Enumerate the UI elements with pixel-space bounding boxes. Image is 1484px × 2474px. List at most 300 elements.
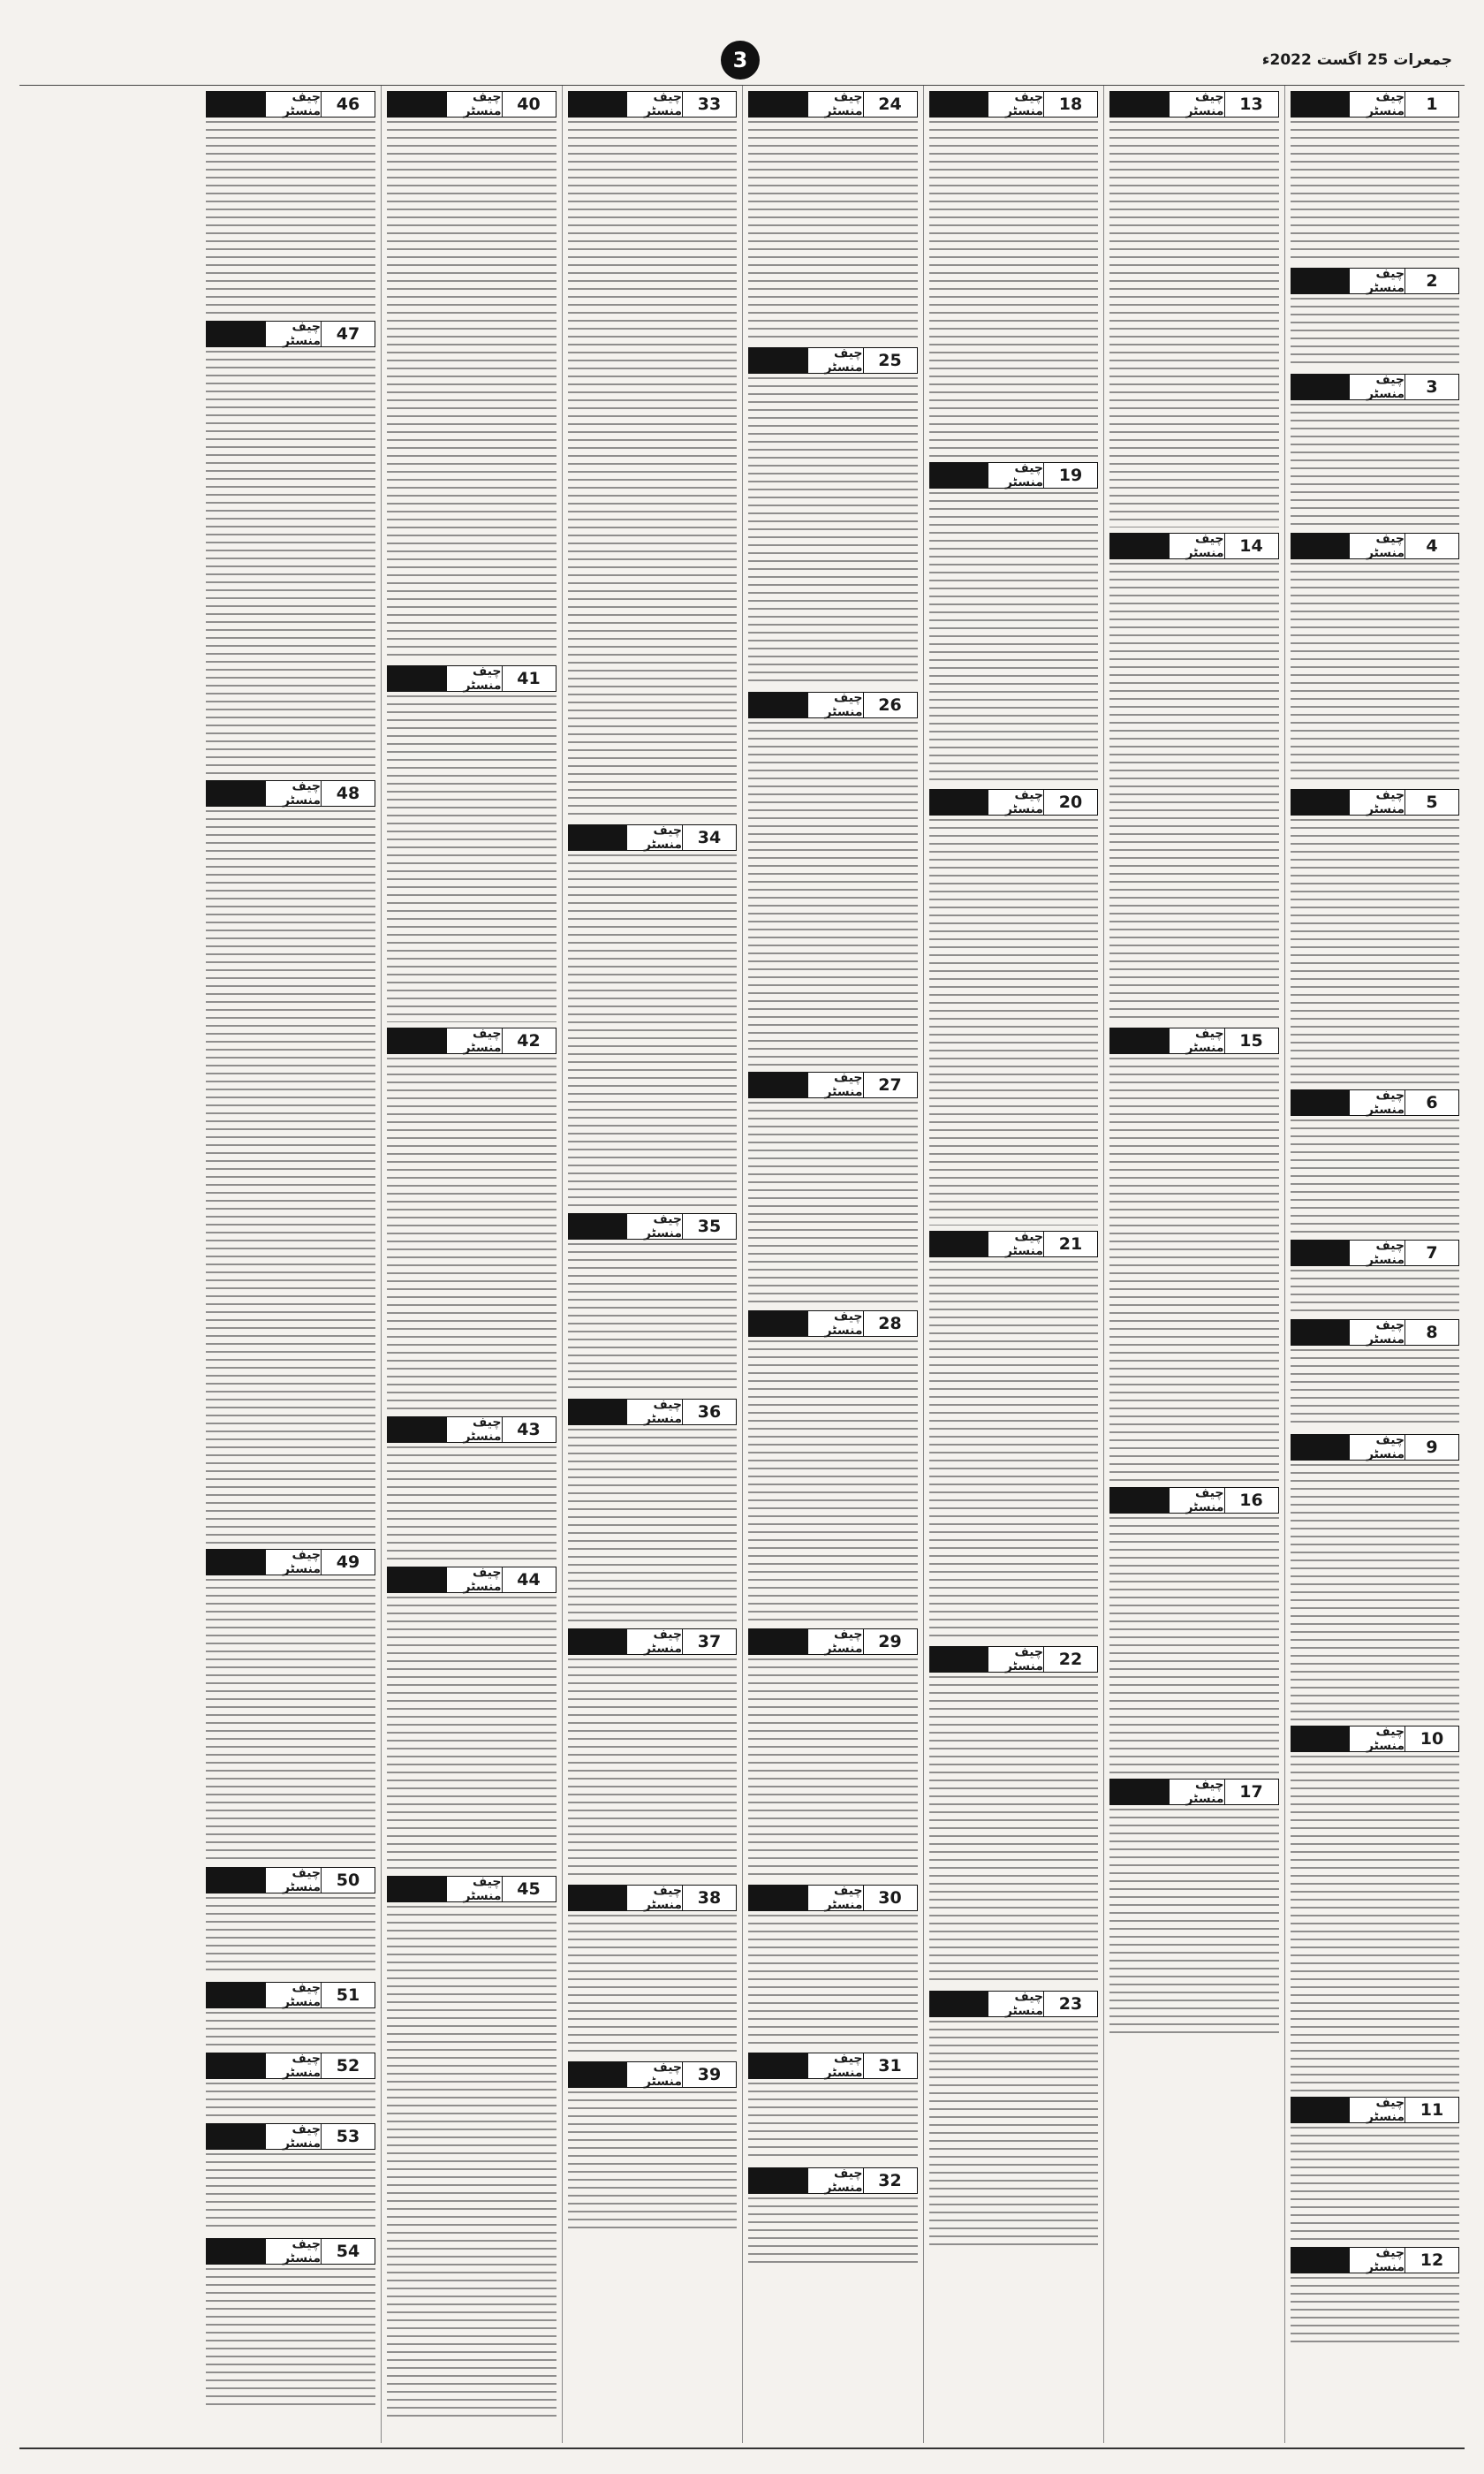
item-number: 44: [502, 1567, 556, 1593]
news-item: [1109, 1779, 1279, 2038]
header-black-bar: [1291, 374, 1351, 400]
header-black-bar: [929, 1646, 989, 1673]
news-item: [387, 1028, 556, 1411]
item-number: 34: [682, 824, 737, 851]
header-black-bar: [1291, 533, 1351, 559]
item-header: [206, 321, 376, 347]
item-label: چیف منسٹر: [447, 665, 502, 692]
item-number: 13: [1224, 91, 1279, 118]
item-label: چیف منسٹر: [808, 347, 863, 374]
item-label: چیف منسٹر: [1350, 268, 1404, 294]
item-label: چیف منسٹر: [447, 1416, 502, 1443]
item-label: چیف منسٹر: [808, 1885, 863, 1911]
item-number: 11: [1404, 2097, 1459, 2123]
article-text-block: [1291, 1119, 1460, 1234]
article-text-block: [748, 121, 918, 342]
item-number: 22: [1043, 1646, 1098, 1673]
news-item: [206, 780, 376, 1544]
header-black-bar: [387, 1416, 447, 1443]
item-label: چیف منسٹر: [808, 1310, 863, 1337]
news-item: [206, 2053, 376, 2118]
header-black-bar: [568, 1213, 628, 1240]
article-text-block: [206, 1579, 376, 1862]
page-number-badge: 3: [721, 41, 760, 80]
item-label: چیف منسٹر: [1350, 374, 1404, 400]
article-text-block: [748, 1915, 918, 2047]
item-label: چیف منسٹر: [447, 1876, 502, 1902]
item-header: [748, 1885, 918, 1911]
item-header: [206, 1982, 376, 2008]
news-item: [929, 1231, 1099, 1641]
item-header: [568, 2061, 738, 2088]
item-header: [387, 1876, 556, 1902]
item-label: چیف منسٹر: [266, 1982, 321, 2008]
column-4: [742, 86, 923, 2443]
item-header: [748, 2053, 918, 2079]
item-label: چیف منسٹر: [266, 2238, 321, 2265]
header-black-bar: [387, 665, 447, 692]
item-label: چیف منسٹر: [266, 1549, 321, 1575]
header-black-bar: [748, 91, 808, 118]
news-item: [206, 1549, 376, 1862]
header-black-bar: [929, 789, 989, 816]
header-black-bar: [1109, 533, 1170, 559]
item-label: چیف منسٹر: [1350, 789, 1404, 816]
article-text-block: [206, 810, 376, 1544]
item-label: چیف منسٹر: [1170, 1779, 1224, 1805]
news-item: [748, 1628, 918, 1879]
header-black-bar: [206, 1982, 267, 2008]
item-label: چیف منسٹر: [447, 91, 502, 118]
item-header: [387, 665, 556, 692]
article-text-block: [1291, 2127, 1460, 2242]
news-item: [748, 2167, 918, 2268]
article-text-block: [387, 1058, 556, 1411]
news-item: [1109, 533, 1279, 1022]
item-number: 32: [863, 2167, 918, 2194]
article-text-block: [748, 1340, 918, 1623]
header-black-bar: [568, 2061, 628, 2088]
article-text-block: [568, 2091, 738, 2233]
article-text-block: [1291, 1349, 1460, 1429]
news-item: [387, 91, 556, 660]
news-item: [568, 1885, 738, 2056]
item-number: 40: [502, 91, 556, 118]
item-number: 15: [1224, 1028, 1279, 1054]
header-black-bar: [748, 1072, 808, 1098]
item-number: 9: [1404, 1434, 1459, 1461]
article-text-block: [206, 121, 376, 315]
item-label: چیف منسٹر: [808, 692, 863, 718]
news-item: [1291, 1726, 1460, 2091]
header-black-bar: [1109, 1028, 1170, 1054]
item-header: [748, 347, 918, 374]
item-label: چیف منسٹر: [1350, 1319, 1404, 1346]
article-grid: [19, 85, 1465, 2443]
item-label: چیف منسٹر: [266, 321, 321, 347]
item-number: 27: [863, 1072, 918, 1098]
item-number: 51: [321, 1982, 375, 2008]
header-black-bar: [1291, 91, 1351, 118]
item-label: چیف منسٹر: [808, 2167, 863, 2194]
news-item: [1109, 91, 1279, 527]
item-number: 41: [502, 665, 556, 692]
header-black-bar: [1109, 1779, 1170, 1805]
header-black-bar: [568, 1399, 628, 1425]
article-text-block: [748, 2083, 918, 2162]
article-text-block: [1109, 121, 1279, 527]
item-number: 33: [682, 91, 737, 118]
news-item: [206, 321, 376, 775]
article-text-block: [929, 121, 1099, 457]
news-item: [568, 91, 738, 819]
item-label: چیف منسٹر: [1350, 1240, 1404, 1266]
item-header: [568, 1628, 738, 1655]
item-header: [1109, 1028, 1279, 1054]
news-item: [1109, 1487, 1279, 1773]
news-item: [929, 789, 1099, 1226]
header-black-bar: [1291, 1240, 1351, 1266]
news-item: [1291, 789, 1460, 1084]
item-number: 48: [321, 780, 375, 807]
item-label: چیف منسٹر: [808, 91, 863, 118]
header-black-bar: [387, 1028, 447, 1054]
news-item: [929, 91, 1099, 457]
item-number: 43: [502, 1416, 556, 1443]
article-text-block: [568, 1658, 738, 1879]
news-item: [748, 1072, 918, 1305]
header-black-bar: [929, 1991, 989, 2017]
news-item: [387, 1416, 556, 1561]
date-line: جمعرات 25 اگست 2022ء: [1261, 51, 1452, 69]
header-black-bar: [748, 692, 808, 718]
column-6: [381, 86, 562, 2443]
news-item: [929, 1646, 1099, 1985]
article-text-block: [206, 351, 376, 775]
item-header: [387, 1416, 556, 1443]
news-item: [568, 1213, 738, 1393]
header-black-bar: [929, 462, 989, 489]
article-text-block: [1291, 298, 1460, 368]
item-number: 35: [682, 1213, 737, 1240]
item-label: چیف منسٹر: [266, 91, 321, 118]
item-label: چیف منسٹر: [988, 1646, 1043, 1673]
article-text-block: [1109, 1058, 1279, 1482]
header-black-bar: [387, 91, 447, 118]
item-number: 45: [502, 1876, 556, 1902]
item-number: 39: [682, 2061, 737, 2088]
header-black-bar: [748, 1310, 808, 1337]
news-item: [748, 1885, 918, 2047]
item-header: [748, 1310, 918, 1337]
news-item: [1291, 374, 1460, 527]
article-text-block: [206, 2012, 376, 2047]
header-black-bar: [929, 1231, 989, 1257]
header-black-bar: [748, 1628, 808, 1655]
news-item: [206, 2238, 376, 2409]
item-header: [748, 91, 918, 118]
header-black-bar: [1109, 1487, 1170, 1514]
article-text-block: [929, 1676, 1099, 1985]
article-text-block: [929, 492, 1099, 784]
column-2: [1103, 86, 1284, 2443]
item-label: چیف منسٹر: [627, 91, 682, 118]
item-label: چیف منسٹر: [266, 1867, 321, 1893]
item-label: چیف منسٹر: [1350, 533, 1404, 559]
item-number: 37: [682, 1628, 737, 1655]
article-text-block: [929, 819, 1099, 1226]
article-text-block: [929, 1261, 1099, 1641]
article-text-block: [387, 1446, 556, 1561]
article-text-block: [387, 121, 556, 660]
item-header: [206, 1867, 376, 1893]
item-number: 26: [863, 692, 918, 718]
news-item: [1291, 91, 1460, 262]
header-black-bar: [568, 824, 628, 851]
item-number: 12: [1404, 2247, 1459, 2273]
item-header: [1291, 2247, 1460, 2273]
news-item: [1291, 1089, 1460, 1234]
item-label: چیف منسٹر: [1350, 91, 1404, 118]
item-header: [206, 91, 376, 118]
news-item: [1291, 1434, 1460, 1720]
news-item: [748, 692, 918, 1066]
item-number: 21: [1043, 1231, 1098, 1257]
item-label: چیف منسٹر: [1350, 1726, 1404, 1752]
article-text-block: [387, 1597, 556, 1871]
header-black-bar: [568, 1628, 628, 1655]
item-header: [1291, 1319, 1460, 1346]
header-black-bar: [206, 2238, 267, 2265]
article-text-block: [387, 1906, 556, 2418]
item-label: چیف منسٹر: [627, 2061, 682, 2088]
item-header: [929, 1991, 1099, 2017]
item-number: 47: [321, 321, 375, 347]
item-number: 28: [863, 1310, 918, 1337]
item-header: [748, 692, 918, 718]
header-black-bar: [929, 91, 989, 118]
item-header: [1291, 1240, 1460, 1266]
bottom-rule: [19, 2447, 1465, 2449]
item-number: 20: [1043, 789, 1098, 816]
news-item: [206, 1867, 376, 1977]
item-header: [568, 1399, 738, 1425]
item-header: [1291, 2097, 1460, 2123]
header-black-bar: [568, 91, 628, 118]
item-header: [929, 91, 1099, 118]
article-text-block: [1291, 563, 1460, 784]
item-label: چیف منسٹر: [808, 1628, 863, 1655]
header-black-bar: [387, 1876, 447, 1902]
news-item: [1109, 1028, 1279, 1482]
column-7: [201, 86, 382, 2443]
item-number: 36: [682, 1399, 737, 1425]
item-header: [206, 2053, 376, 2079]
item-header: [1109, 1779, 1279, 1805]
header-black-bar: [387, 1567, 447, 1593]
item-header: [929, 789, 1099, 816]
header-black-bar: [206, 2053, 267, 2079]
item-number: 10: [1404, 1726, 1459, 1752]
item-label: چیف منسٹر: [988, 789, 1043, 816]
item-label: چیف منسٹر: [627, 1885, 682, 1911]
item-number: 52: [321, 2053, 375, 2079]
column-1: [1284, 86, 1465, 2443]
header-black-bar: [1291, 1726, 1351, 1752]
item-number: 42: [502, 1028, 556, 1054]
news-item: [387, 1567, 556, 1871]
article-text-block: [568, 1429, 738, 1623]
news-item: [748, 1310, 918, 1623]
item-number: 30: [863, 1885, 918, 1911]
header-black-bar: [568, 1885, 628, 1911]
item-header: [568, 824, 738, 851]
article-text-block: [568, 1243, 738, 1393]
item-label: چیف منسٹر: [627, 824, 682, 851]
header-black-bar: [1291, 1434, 1351, 1461]
news-item: [206, 1982, 376, 2047]
header-black-bar: [1109, 91, 1170, 118]
item-header: [929, 462, 1099, 489]
news-item: [929, 1991, 1099, 2250]
item-header: [1109, 533, 1279, 559]
item-header: [1291, 1726, 1460, 1752]
item-number: 7: [1404, 1240, 1459, 1266]
item-label: چیف منسٹر: [1170, 1028, 1224, 1054]
item-label: چیف منسٹر: [266, 2123, 321, 2150]
header-black-bar: [748, 347, 808, 374]
news-item: [568, 2061, 738, 2233]
header-black-bar: [1291, 1089, 1351, 1116]
item-label: چیف منسٹر: [1170, 91, 1224, 118]
item-label: چیف منسٹر: [627, 1399, 682, 1425]
item-number: 3: [1404, 374, 1459, 400]
item-header: [929, 1231, 1099, 1257]
news-item: [568, 1628, 738, 1879]
item-label: چیف منسٹر: [447, 1028, 502, 1054]
item-header: [748, 2167, 918, 2194]
article-text-block: [568, 1915, 738, 2056]
news-item: [1291, 2247, 1460, 2348]
news-item: [748, 91, 918, 342]
item-number: 23: [1043, 1991, 1098, 2017]
news-item: [568, 824, 738, 1208]
article-text-block: [1291, 1270, 1460, 1314]
news-item: [206, 91, 376, 315]
news-item: [748, 2053, 918, 2162]
item-header: [206, 2123, 376, 2150]
item-number: 38: [682, 1885, 737, 1911]
article-text-block: [748, 1658, 918, 1879]
news-item: [1291, 533, 1460, 784]
item-number: 5: [1404, 789, 1459, 816]
item-header: [929, 1646, 1099, 1673]
item-label: چیف منسٹر: [808, 2053, 863, 2079]
item-header: [387, 1028, 556, 1054]
news-item: [1291, 1240, 1460, 1314]
news-item: [1291, 2097, 1460, 2242]
header-black-bar: [206, 1867, 267, 1893]
item-number: 54: [321, 2238, 375, 2265]
item-label: چیف منسٹر: [266, 2053, 321, 2079]
item-label: چیف منسٹر: [266, 780, 321, 807]
item-header: [1291, 533, 1460, 559]
item-header: [206, 1549, 376, 1575]
item-number: 18: [1043, 91, 1098, 118]
item-header: [387, 91, 556, 118]
header-black-bar: [1291, 789, 1351, 816]
news-item: [748, 347, 918, 687]
article-text-block: [929, 2021, 1099, 2250]
item-label: چیف منسٹر: [1350, 1089, 1404, 1116]
item-number: 17: [1224, 1779, 1279, 1805]
item-number: 49: [321, 1549, 375, 1575]
article-text-block: [1291, 2277, 1460, 2348]
header-black-bar: [206, 91, 267, 118]
item-header: [748, 1072, 918, 1098]
news-item: [568, 1399, 738, 1623]
article-text-block: [1109, 563, 1279, 1022]
item-number: 19: [1043, 462, 1098, 489]
article-text-block: [206, 2268, 376, 2409]
article-text-block: [1291, 121, 1460, 262]
item-label: چیف منسٹر: [988, 91, 1043, 118]
item-label: چیف منسٹر: [1170, 1487, 1224, 1514]
item-header: [1291, 374, 1460, 400]
item-header: [1291, 1434, 1460, 1461]
item-header: [1291, 91, 1460, 118]
item-header: [1109, 91, 1279, 118]
item-label: چیف منسٹر: [627, 1213, 682, 1240]
item-label: چیف منسٹر: [1350, 2247, 1404, 2273]
article-text-block: [206, 2083, 376, 2118]
article-text-block: [1109, 1809, 1279, 2038]
item-header: [1291, 1089, 1460, 1116]
item-number: 1: [1404, 91, 1459, 118]
item-label: چیف منسٹر: [808, 1072, 863, 1098]
news-item: [929, 462, 1099, 784]
column-3: [923, 86, 1104, 2443]
header-black-bar: [748, 2053, 808, 2079]
article-text-block: [1291, 819, 1460, 1084]
item-label: چیف منسٹر: [447, 1567, 502, 1593]
item-number: 31: [863, 2053, 918, 2079]
article-text-block: [748, 2197, 918, 2268]
item-number: 8: [1404, 1319, 1459, 1346]
item-header: [568, 91, 738, 118]
item-header: [568, 1885, 738, 1911]
item-label: چیف منسٹر: [988, 462, 1043, 489]
item-header: [748, 1628, 918, 1655]
article-text-block: [1291, 1464, 1460, 1720]
item-header: [1291, 268, 1460, 294]
item-number: 24: [863, 91, 918, 118]
item-label: چیف منسٹر: [1350, 1434, 1404, 1461]
header-black-bar: [1291, 268, 1351, 294]
article-text-block: [206, 2153, 376, 2233]
article-text-block: [748, 1102, 918, 1305]
article-text-block: [1291, 1756, 1460, 2091]
item-label: چیف منسٹر: [1170, 533, 1224, 559]
news-item: [387, 1876, 556, 2418]
header-black-bar: [1291, 1319, 1351, 1346]
header-black-bar: [748, 1885, 808, 1911]
news-item: [1291, 268, 1460, 368]
item-header: [206, 2238, 376, 2265]
item-number: 53: [321, 2123, 375, 2150]
article-text-block: [748, 722, 918, 1066]
article-text-block: [568, 121, 738, 819]
